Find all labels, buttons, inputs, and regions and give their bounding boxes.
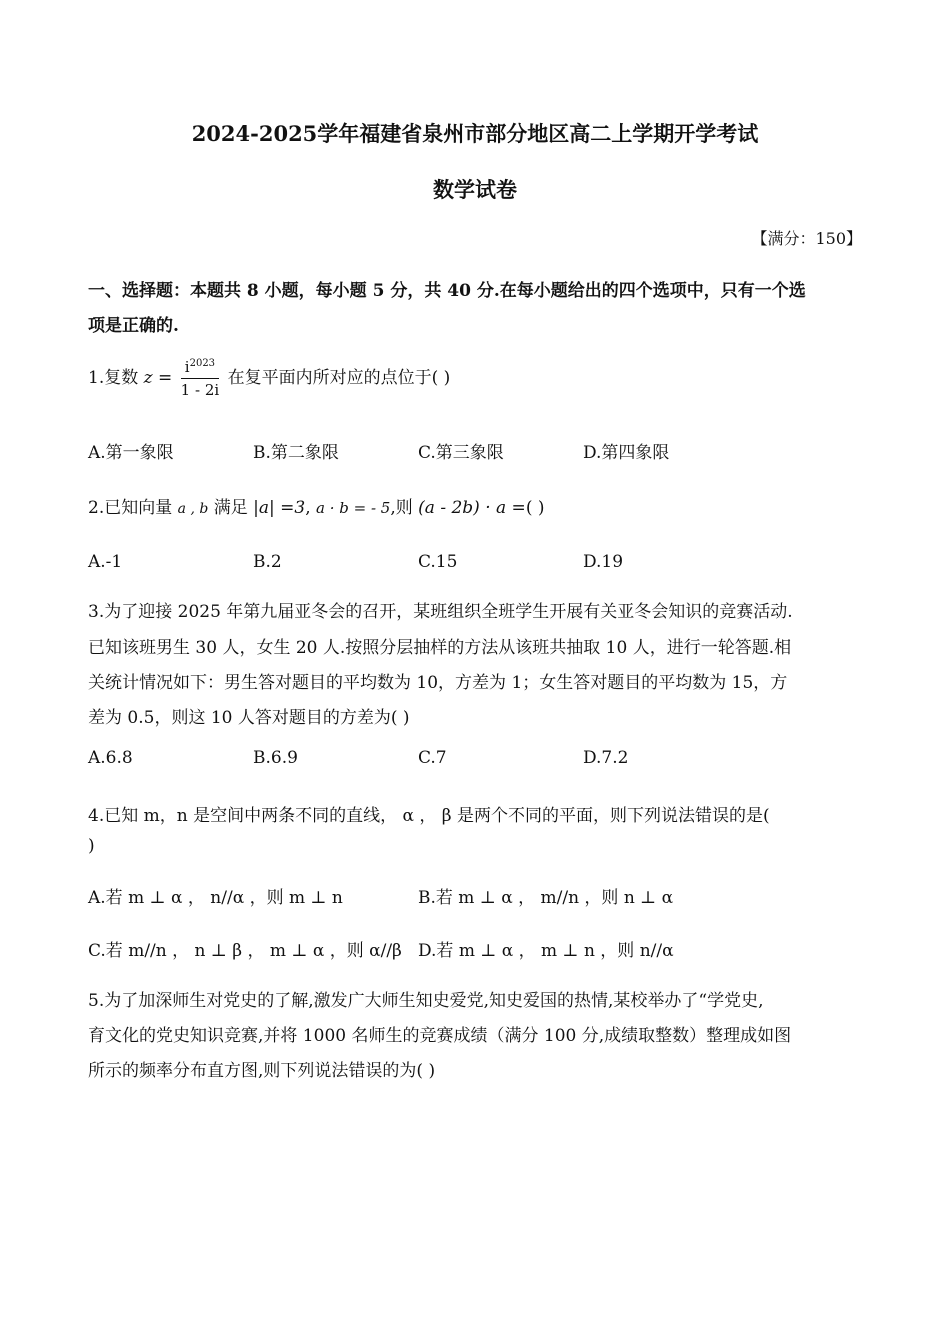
q4-option-c: C.若 m//n ， n ⊥ β ， m ⊥ α ，则 α//β — [88, 941, 402, 961]
q4-option-b: B.若 m ⊥ α ， m//n ，则 n ⊥ α — [418, 888, 674, 908]
q2-vars: a , b — [177, 501, 209, 517]
q1-eq: = — [158, 368, 178, 388]
question-1 — [88, 358, 450, 399]
q2-prefix: 2.已知向量 — [88, 498, 173, 518]
q1-num-base: i — [184, 358, 190, 376]
q3-option-a: A.6.8 — [88, 748, 133, 768]
q4-option-d: D.若 m ⊥ α ， m ⊥ n ，则 n//α — [418, 941, 674, 961]
q2-mid: 满足 — [213, 498, 248, 518]
q3-line-4: 差为 0.5，则这 10 人答对题目的方差为( ) — [88, 708, 410, 728]
q3-line-3: 关统计情况如下：男生答对题目的平均数为 10，方差为 1；女生答对题目的平均数为 15，方 — [88, 673, 788, 693]
q1-numerator — [181, 358, 220, 379]
q2-sep: , — [305, 498, 311, 518]
q2-option-a: A.-1 — [88, 552, 123, 572]
q2-option-d: D.19 — [583, 552, 624, 572]
q1-option-a: A.第一象限 — [88, 443, 174, 463]
q4-line-2: ) — [88, 836, 95, 856]
section-instructions-line1: 一、选择题：本题共 8 小题，每小题 5 分，共 40 分.在每小题给出的四个选项中，只有一个选 — [88, 281, 806, 301]
full-score: 【满分：150】 — [751, 229, 862, 248]
q3-option-b: B.6.9 — [253, 748, 298, 768]
q2-tail: ( ) — [525, 498, 545, 518]
q3-line-2: 已知该班男生 30 人，女生 20 人.按照分层抽样的方法从该班共抽取 10 人，进行一轮答题.相 — [88, 638, 792, 658]
q2-cond2: a · b = - 5 — [316, 499, 391, 517]
q1-option-d: D.第四象限 — [583, 443, 670, 463]
q2-expr: (a - 2b) · a = — [418, 498, 526, 518]
section-instructions-line2: 项是正确的. — [88, 316, 179, 336]
q1-fraction — [181, 358, 220, 399]
q3-option-c: C.7 — [418, 748, 447, 768]
q2-then: ,则 — [390, 498, 413, 518]
q1-var: z — [143, 368, 153, 388]
q3-option-d: D.7.2 — [583, 748, 629, 768]
q1-option-b: B.第二象限 — [253, 443, 339, 463]
q1-option-c: C.第三象限 — [418, 443, 504, 463]
q2-cond1: |a| =3 — [253, 498, 306, 518]
q1-prefix: 1.复数 — [88, 368, 139, 388]
question-2 — [88, 493, 544, 518]
q4-line-1: 4.已知 m，n 是空间中两条不同的直线， α ， β 是两个不同的平面，则下列说法错误的是( — [88, 806, 770, 826]
exam-subtitle: 数学试卷 — [433, 177, 517, 202]
q5-line-1: 5.为了加深师生对党史的了解,激发广大师生知史爱党,知史爱国的热情,某校举办了“学党史, — [88, 991, 764, 1011]
q4-option-a: A.若 m ⊥ α ， n//α ，则 m ⊥ n — [88, 888, 343, 908]
exam-title: 2024-2025学年福建省泉州市部分地区高二上学期开学考试 — [191, 121, 759, 146]
q2-option-c: C.15 — [418, 552, 458, 572]
q2-option-b: B.2 — [253, 552, 282, 572]
q3-line-1: 3.为了迎接 2025 年第九届亚冬会的召开，某班组织全班学生开展有关亚冬会知识的竞赛活动. — [88, 602, 793, 622]
q1-exponent: 2023 — [189, 358, 216, 369]
q1-suffix: 在复平面内所对应的点位于( ) — [227, 368, 451, 388]
q5-line-3: 所示的频率分布直方图,则下列说法错误的为( ) — [88, 1061, 436, 1081]
q1-denominator: 1 - 2i — [180, 381, 220, 399]
q5-line-2: 育文化的党史知识竞赛,并将 1000 名师生的竞赛成绩（满分 100 分,成绩取整数）整理成如图 — [88, 1026, 792, 1046]
